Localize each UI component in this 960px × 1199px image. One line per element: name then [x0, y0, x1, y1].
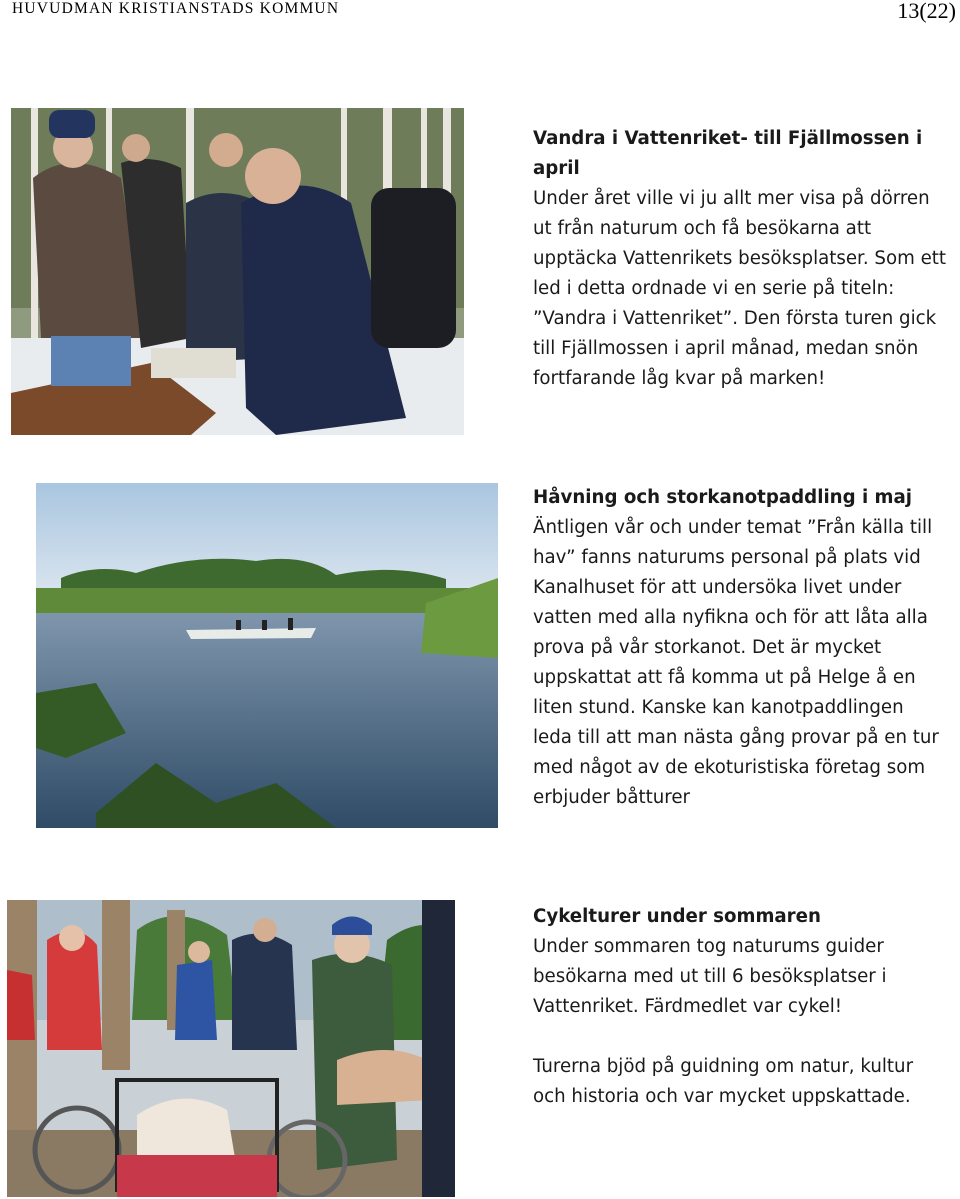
- page-number: 13(22): [897, 0, 956, 23]
- section-havning-storkanot: [533, 483, 948, 813]
- photo-hikers-fjallmossen: [11, 108, 464, 435]
- photo-cyclists-summer: [7, 900, 455, 1197]
- header-organization: HUVUDMAN KRISTIANSTADS KOMMUN: [12, 0, 340, 17]
- section-paragraph: Turerna bjöd på guidning om natur, kultur och historia och var mycket uppskattade.: [533, 1056, 914, 1107]
- section-title: Vandra i Vattenriket- till Fjällmossen i april: [533, 128, 923, 179]
- section-paragraph: Under sommaren tog naturums guider besökarna med ut till 6 besöksplatser i Vattenriket. Färdmedlet var cykel!: [533, 936, 887, 1017]
- section-title: Håvning och storkanotpaddling i maj: [533, 487, 912, 508]
- paragraph-gap: [533, 1022, 948, 1052]
- section-cykelturer: [533, 902, 948, 1112]
- section-paragraph: Under året ville vi ju allt mer visa på dörren ut från naturum och få besökarna att upptäcka Vattenrikets besöksplatser. Som ett led i detta ordnade vi en serie på titeln: ”Vandra i Vattenriket”. Den första turen gick till Fjällmossen i april månad, medan snön fortfarande låg kvar på marken!: [533, 188, 947, 389]
- section-vandra-i-vattenriket: [533, 124, 948, 394]
- section-title: Cykelturer under sommaren: [533, 906, 821, 927]
- section-paragraph: Äntligen vår och under temat ”Från källa till hav” fanns naturums personal på plats vid Kanalhuset för att undersöka livet under vatten med alla nyfikna och för att låta alla prova på vår storkanot. Det är mycket uppskattat att få komma ut på Helge å en liten stund. Kanske kan kanotpaddlingen leda till att man nästa gång provar på en tur med något av de ekoturistiska företag som erbjuder båtturer: [533, 517, 939, 808]
- photo-river-storkanot: [36, 483, 498, 828]
